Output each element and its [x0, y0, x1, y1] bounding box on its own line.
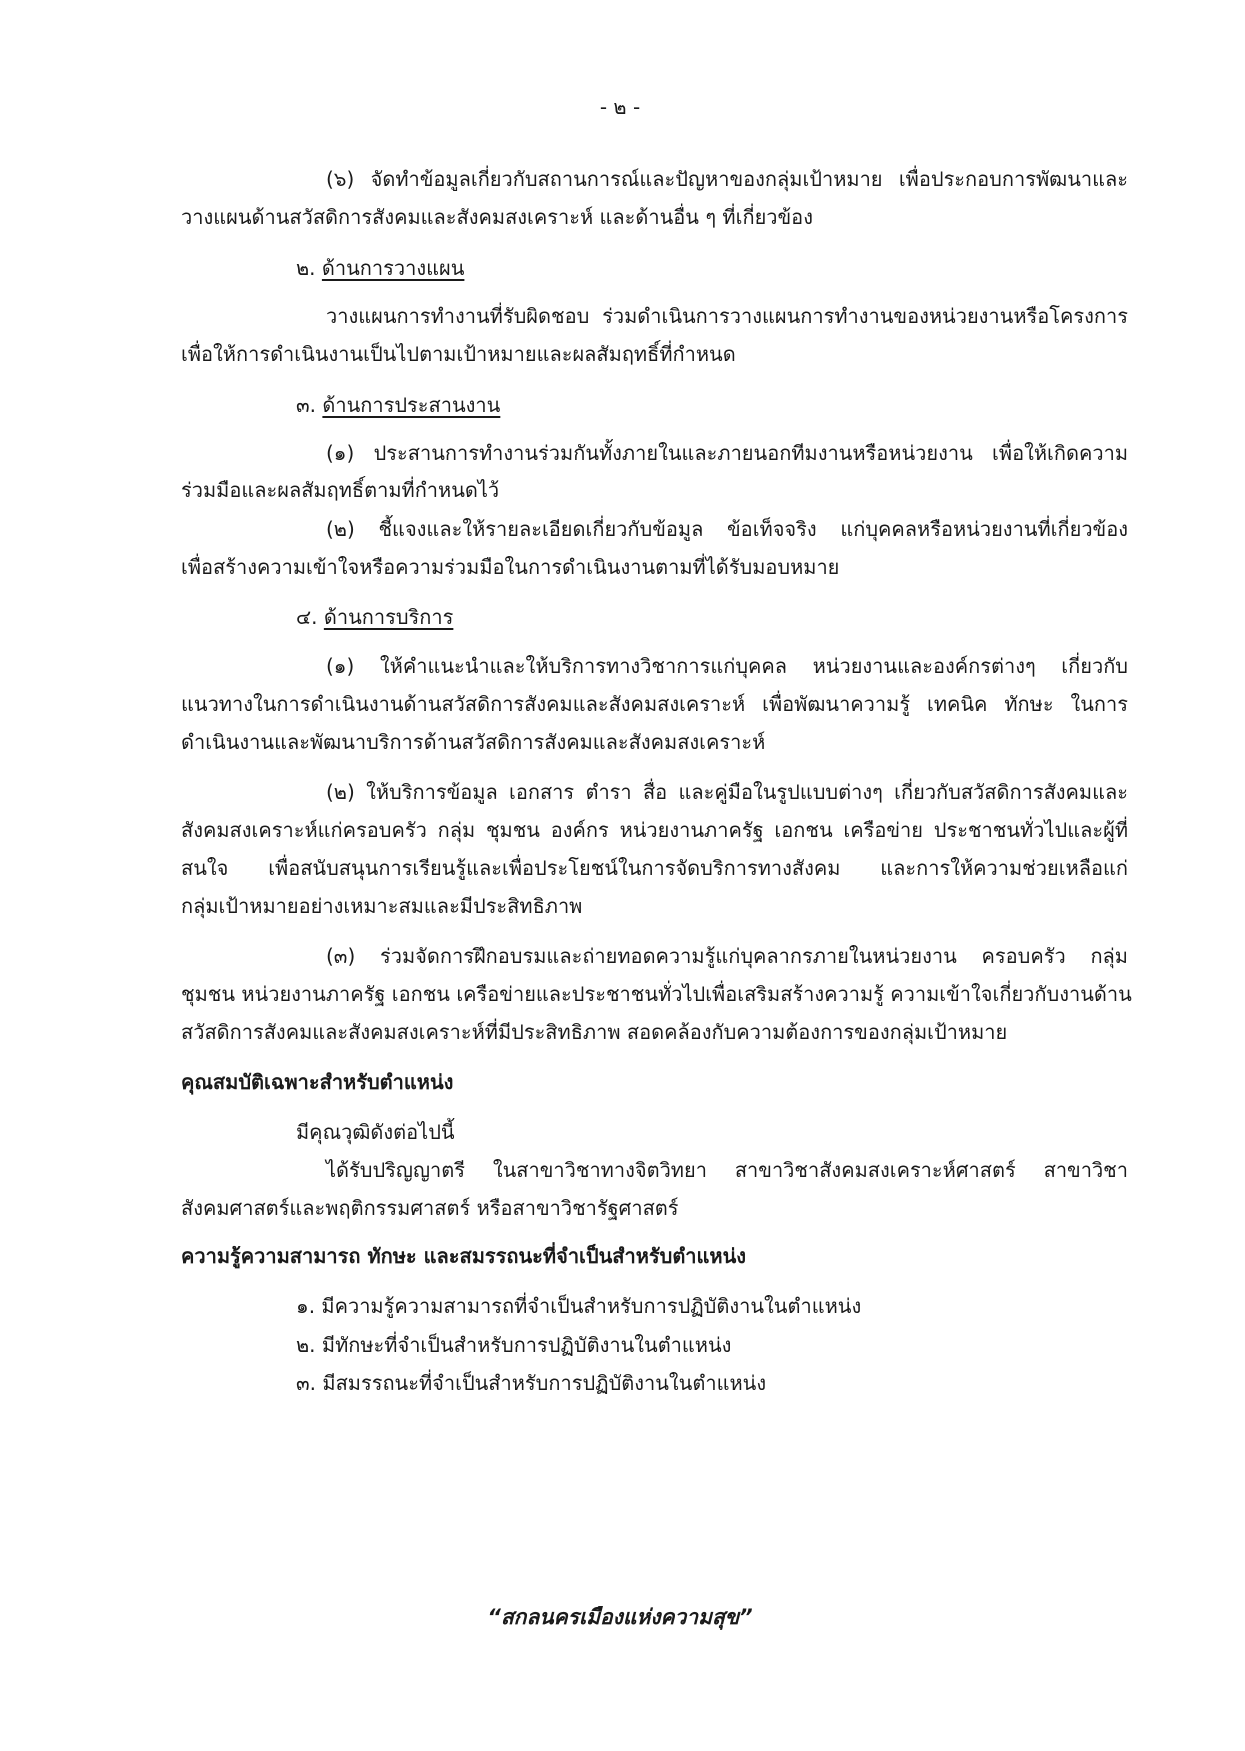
section2-title: ด้านการวางแผน: [321, 256, 465, 280]
competency-item-3: ๓. มีสมรรถนะที่จำเป็นสำหรับการปฏิบัติงานในตำแหน่ง: [296, 1371, 767, 1395]
section4-item1-line3: ดำเนินงานและพัฒนาบริการด้านสวัสดิการสังคมและสังคมสงเคราะห์: [181, 730, 766, 754]
item6-line1: (๖) จัดทำข้อมูลเกี่ยวกับสถานการณ์และปัญหาของกลุ่มเป้าหมาย เพื่อประกอบการพัฒนาและ: [326, 167, 1128, 191]
section4-item3-line3: สวัสดิการสังคมและสังคมสงเคราะห์ที่มีประสิทธิภาพ สอดคล้องกับความต้องการของกลุ่มเป้าหมาย: [181, 1020, 1008, 1044]
item6-line2: วางแผนด้านสวัสดิการสังคมและสังคมสงเคราะห์ และด้านอื่น ๆ ที่เกี่ยวข้อง: [181, 205, 813, 229]
section4-item1-line1: (๑) ให้คำแนะนำและให้บริการทางวิชาการแก่บุคคล หน่วยงานและองค์กรต่างๆ เกี่ยวกับ: [326, 654, 1128, 678]
slogan: “สกลนครเมืองแห่งความสุข”: [487, 1605, 753, 1629]
section2-heading: [296, 255, 464, 281]
competency-heading: ความรู้ความสามารถ ทักษะ และสมรรถนะที่จำเป็นสำหรับตำแหน่ง: [181, 1244, 747, 1268]
section4-item1-line2: แนวทางในการดำเนินงานด้านสวัสดิการสังคมและสังคมสงเคราะห์ เพื่อพัฒนาความรู้ เทคนิค ทักษะ ในการ: [181, 692, 1128, 716]
section4-item2-line2: สังคมสงเคราะห์แก่ครอบครัว กลุ่ม ชุมชน องค์กร หน่วยงานภาครัฐ เอกชน เครือข่าย ประชาชนทั่วไปและผู้ที่: [181, 818, 1128, 842]
qualification-line1: ได้รับปริญญาตรี ในสาขาวิชาทางจิตวิทยา สาขาวิชาสังคมสงเคราะห์ศาสตร์ สาขาวิชา: [326, 1158, 1128, 1182]
section4-item2-line1: (๒) ให้บริการข้อมูล เอกสาร ตำรา สื่อ และคู่มือในรูปแบบต่างๆ เกี่ยวกับสวัสดิการสังคมและ: [326, 780, 1128, 804]
section4-item2-line3: สนใจ เพื่อสนับสนุนการเรียนรู้และเพื่อประโยชน์ในการจัดบริการทางสังคม และการให้ความช่วยเหลือแก่: [181, 856, 1128, 880]
section4-number: ๔.: [296, 605, 318, 629]
competency-item-2: ๒. มีทักษะที่จำเป็นสำหรับการปฏิบัติงานในตำแหน่ง: [296, 1333, 732, 1357]
qualification-line2: สังคมศาสตร์และพฤติกรรมศาสตร์ หรือสาขาวิชารัฐศาสตร์: [181, 1196, 679, 1220]
page-number: - ๒ -: [599, 95, 641, 119]
section3-item1-line2: ร่วมมือและผลสัมฤทธิ์ตามที่กำหนดไว้: [181, 478, 500, 502]
section3-title: ด้านการประสานงาน: [322, 393, 501, 417]
qualification-intro: มีคุณวุฒิดังต่อไปนี้: [296, 1120, 455, 1144]
section4-heading: [296, 604, 453, 630]
section3-number: ๓.: [296, 393, 317, 417]
section4-item3-line2: ชุมชน หน่วยงานภาครัฐ เอกชน เครือข่ายและประชาชนทั่วไปเพื่อเสริมสร้างความรู้ ความเข้าใจเกี่ยวกับงานด้าน: [181, 982, 1132, 1006]
section2-line2: เพื่อให้การดำเนินงานเป็นไปตามเป้าหมายและผลสัมฤทธิ์ที่กำหนด: [181, 342, 736, 366]
section3-item2-line1: (๒) ชี้แจงและให้รายละเอียดเกี่ยวกับข้อมูล ข้อเท็จจริง แก่บุคคลหรือหน่วยงานที่เกี่ยวข้อง: [326, 517, 1128, 541]
section2-number: ๒.: [296, 256, 316, 280]
section3-heading: [296, 392, 500, 418]
section4-item2-line4: กลุ่มเป้าหมายอย่างเหมาะสมและมีประสิทธิภาพ: [181, 894, 583, 918]
section4-title: ด้านการบริการ: [323, 605, 454, 629]
section2-line1: วางแผนการทำงานที่รับผิดชอบ ร่วมดำเนินการวางแผนการทำงานของหน่วยงานหรือโครงการ: [326, 304, 1128, 328]
section3-item2-line2: เพื่อสร้างความเข้าใจหรือความร่วมมือในการดำเนินงานตามที่ได้รับมอบหมาย: [181, 555, 840, 579]
qualification-heading: คุณสมบัติเฉพาะสำหรับตำแหน่ง: [181, 1070, 454, 1094]
competency-item-1: ๑. มีความรู้ความสามารถที่จำเป็นสำหรับการปฏิบัติงานในตำแหน่ง: [296, 1294, 862, 1318]
section3-item1-line1: (๑) ประสานการทำงานร่วมกันทั้งภายในและภายนอกทีมงานหรือหน่วยงาน เพื่อให้เกิดความ: [326, 441, 1128, 465]
section4-item3-line1: (๓) ร่วมจัดการฝึกอบรมและถ่ายทอดความรู้แก่บุคลากรภายในหน่วยงาน ครอบครัว กลุ่ม: [326, 944, 1128, 968]
